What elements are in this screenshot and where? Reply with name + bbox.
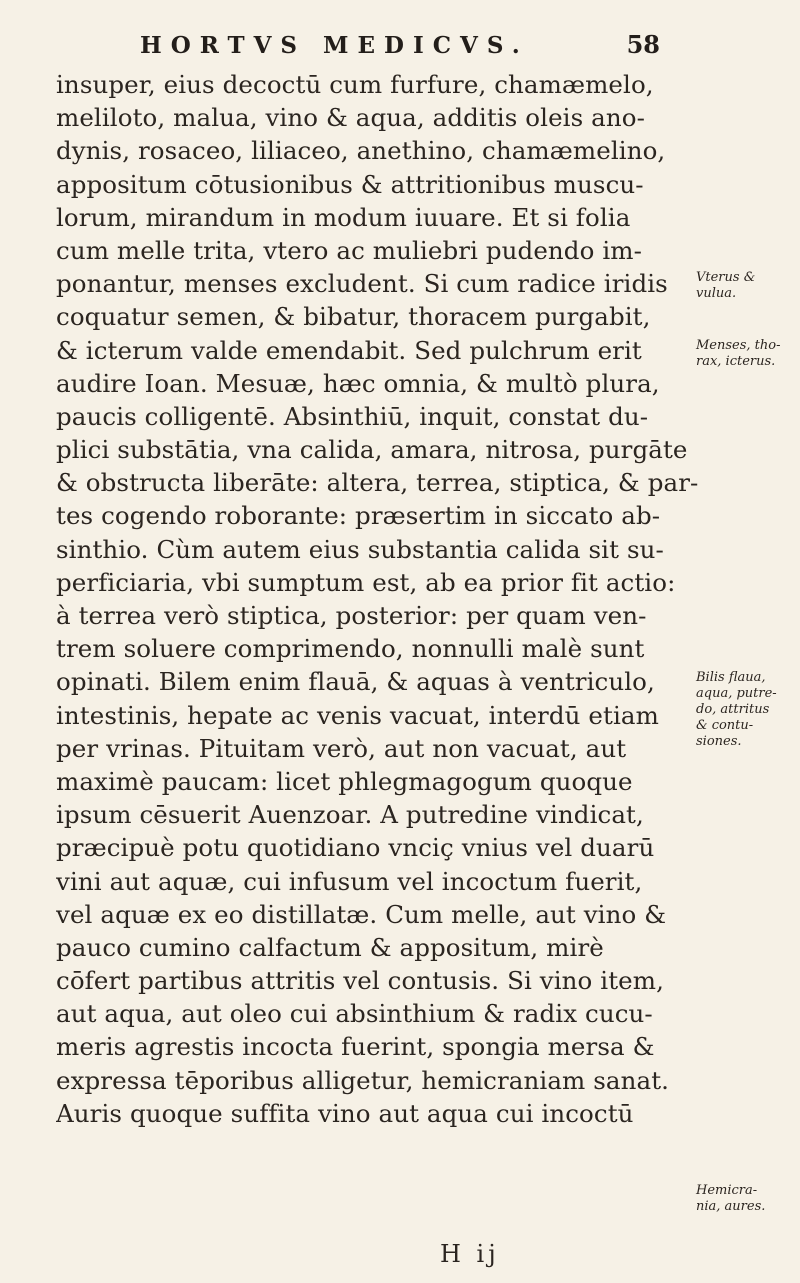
- text-line: opinati. Bilem enim flauā, & aquas à ventriculo,: [56, 667, 655, 697]
- text-line: aut aqua, aut oleo cui absinthium & radix cucu-: [56, 999, 653, 1029]
- margin-note-line: Menses, tho-: [696, 338, 781, 353]
- text-line: à terrea verò stiptica, posterior: per quam ven-: [56, 601, 647, 630]
- margin-note-line: aqua, putre-: [696, 686, 777, 701]
- text-line: insuper, eius decoctū cum furfure, chamæmelo,: [56, 70, 654, 99]
- margin-note-line: Vterus &: [696, 270, 756, 285]
- text-line: vini aut aquæ, cui infusum vel incoctum fuerit,: [56, 866, 643, 896]
- text-line: plici substātia, vna calida, amara, nitrosa, purgāte: [56, 435, 688, 465]
- text-line: & icterum valde emendabit. Sed pulchrum erit: [56, 335, 642, 365]
- margin-note-line: rax, icterus.: [696, 354, 776, 369]
- margin-note-vterus: [696, 270, 755, 302]
- text-line: meliloto, malua, vino & aqua, additis oleis ano-: [56, 103, 645, 133]
- text-line: cum melle trita, vtero ac muliebri pudendo im-: [56, 235, 642, 265]
- main-text: [56, 68, 716, 1130]
- text-line: maximè paucam: licet phlegmagogum quoque: [56, 766, 633, 796]
- margin-note-hemicrania: [696, 1183, 765, 1215]
- margin-note-bilis: [696, 670, 777, 750]
- text-line: lorum, mirandum in modum iuuare. Et si folia: [56, 202, 631, 232]
- text-line: & obstructa liberāte: altera, terrea, stiptica, & par-: [56, 468, 699, 498]
- text-line: sinthio. Cùm autem eius substantia calida sit su-: [56, 534, 664, 564]
- running-title: HORTVS MEDICVS.: [140, 32, 529, 59]
- text-line: paucis colligentē. Absinthiū, inquit, constat du-: [56, 401, 649, 431]
- page-number: 58: [626, 30, 660, 59]
- margin-note-menses: [696, 338, 781, 370]
- text-line: expressa tēporibus alligetur, hemicraniam sanat.: [56, 1065, 670, 1095]
- text-line: meris agrestis incocta fuerint, spongia mersa &: [56, 1032, 655, 1062]
- text-line: coquatur semen, & bibatur, thoracem purgabit,: [56, 302, 651, 332]
- text-line: appositum cōtusionibus & attritionibus muscu-: [56, 169, 644, 199]
- text-line: tes cogendo roborante: præsertim in siccato ab-: [56, 501, 661, 531]
- text-line: per vrinas. Pituitam verò, aut non vacuat, aut: [56, 733, 627, 763]
- margin-note-line: Bilis flaua,: [696, 670, 766, 685]
- margin-note-line: vulua.: [696, 286, 737, 301]
- text-line: præcipuè potu quotidiano vnciç vnius vel duarū: [56, 833, 655, 863]
- text-line: pauco cumino calfactum & appositum, mirè: [56, 932, 604, 962]
- text-line: cōfert partibus attritis vel contusis. Si vino item,: [56, 966, 664, 996]
- signature-mark: H ij: [440, 1240, 500, 1268]
- text-line: ipsum cēsuerit Auenzoar. A putredine vindicat,: [56, 800, 644, 830]
- text-line: audire Ioan. Mesuæ, hæc omnia, & multò plura,: [56, 368, 660, 398]
- margin-note-line: siones.: [696, 734, 742, 749]
- text-line: Auris quoque suffita vino aut aqua cui incoctū: [56, 1098, 634, 1128]
- margin-note-line: Hemicra-: [696, 1183, 758, 1198]
- margin-note-line: & contu-: [696, 718, 754, 733]
- text-line: perficiaria, vbi sumptum est, ab ea prior fit actio:: [56, 567, 676, 597]
- page-header: [110, 28, 670, 62]
- text-line: trem soluere comprimendo, nonnulli malè sunt: [56, 634, 645, 664]
- margin-note-line: nia, aures.: [696, 1199, 766, 1214]
- text-line: intestinis, hepate ac venis vacuat, interdū etiam: [56, 700, 659, 730]
- text-line: ponantur, menses excludent. Si cum radice iridis: [56, 269, 668, 299]
- text-line: vel aquæ ex eo distillatæ. Cum melle, aut vino &: [56, 899, 667, 929]
- margin-note-line: do, attritus: [696, 702, 770, 717]
- text-line: dynis, rosaceo, liliaceo, anethino, chamæmelino,: [56, 136, 666, 166]
